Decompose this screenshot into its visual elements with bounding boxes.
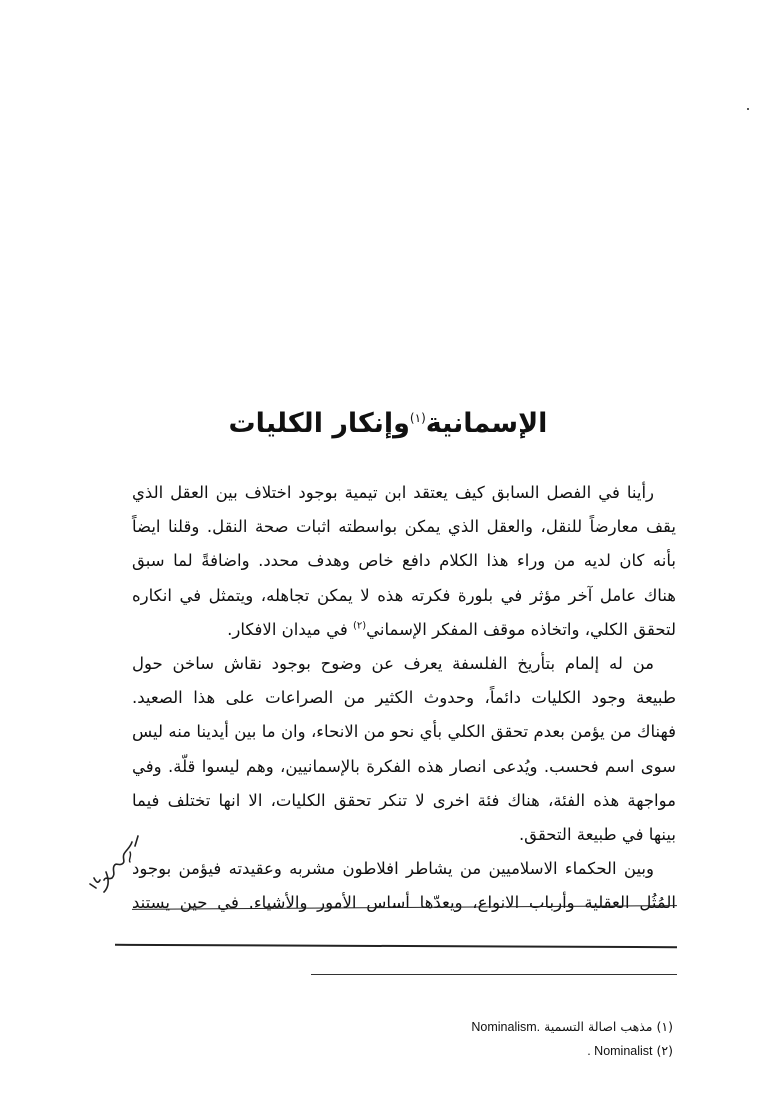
paragraph-2 (132, 647, 676, 852)
text-segment: في ميدان الافكار. (227, 619, 353, 639)
footnote-text-english: . Nominalist (587, 1044, 653, 1058)
footnote-text-english: Nominalism. (471, 1020, 541, 1034)
footnote-marker: (١) (656, 1019, 673, 1034)
text-segment: لتحقق الكلي، واتخاذه موقف المفكر الإسماني (366, 619, 676, 639)
footnote-marker: (٢) (656, 1043, 673, 1058)
chapter-title-part-1: الإسمانية (425, 408, 548, 439)
footnote-text-arabic: مذهب اصالة التسمية (544, 1019, 653, 1034)
text-line: المُثُل العقلية وأرباب الانواع، ويعدّها أساس الأمور والأشياء. في حين يستند (132, 893, 676, 913)
footnote-ref-2[interactable]: (٢) (352, 620, 367, 632)
paragraph-3 (132, 852, 676, 920)
footnote-1 (471, 1015, 673, 1039)
text-line: طبيعة وجود الكليات دائماً، وحدوث الكثير من الصراعات على هذا الصعيد. (132, 688, 676, 708)
footnote-ref-1[interactable]: (١) (409, 411, 426, 425)
text-line: رأينا في الفصل السابق كيف يعتقد ابن تيمية بوجود اختلاف بين العقل الذي (132, 483, 654, 502)
text-line (132, 613, 676, 647)
footnote-separator (311, 974, 677, 975)
chapter-title-part-2: وإنكار الكليات (228, 408, 410, 439)
text-line: وبين الحكماء الاسلاميين من يشاطر افلاطون مشربه وعقيدته فيؤمن بوجود (132, 859, 654, 879)
text-line: مواجهة هذه الفئة، هناك فئة اخرى لا تنكر تحقق الكليات، الا انها تختلف فيما (132, 790, 676, 810)
footnote-2 (471, 1039, 673, 1063)
text-line: فهناك من يؤمن بعدم تحقق الكلي بأي نحو من الانحاء، وان ما بين أيدينا منه ليس (132, 722, 676, 742)
body-text (132, 476, 676, 921)
chapter-title (0, 398, 776, 444)
text-line: بينها في طبيعة التحقق. (518, 825, 676, 845)
text-line: بأنه كان لديه من وراء هذا الكلام دافع خاص وهدف محدد. واضافةً لما سبق (132, 551, 676, 571)
footnotes (471, 1015, 673, 1063)
scan-speck (747, 108, 749, 110)
handwritten-annotation (86, 832, 146, 896)
text-line: سوى اسم فحسب. ويُدعى انصار هذه الفكرة بالإسمانيين، وهم ليسوا قلّة. وفي (132, 756, 676, 776)
text-line: يقف معارضاً للنقل، والعقل الذي يمكن بواسطته اثبات صحة النقل. وقلنا ايضاً (132, 517, 676, 537)
handdrawn-underline (115, 944, 677, 948)
text-line: هناك عامل آخر مؤثر في بلورة فكرته هذه لا يمكن تجاهله، ويتمثل في انكاره (132, 585, 676, 605)
paragraph-1 (132, 476, 676, 647)
text-line: من له إلمام بتأريخ الفلسفة يعرف عن وضوح بوجود نقاش ساخن حول (132, 654, 654, 674)
